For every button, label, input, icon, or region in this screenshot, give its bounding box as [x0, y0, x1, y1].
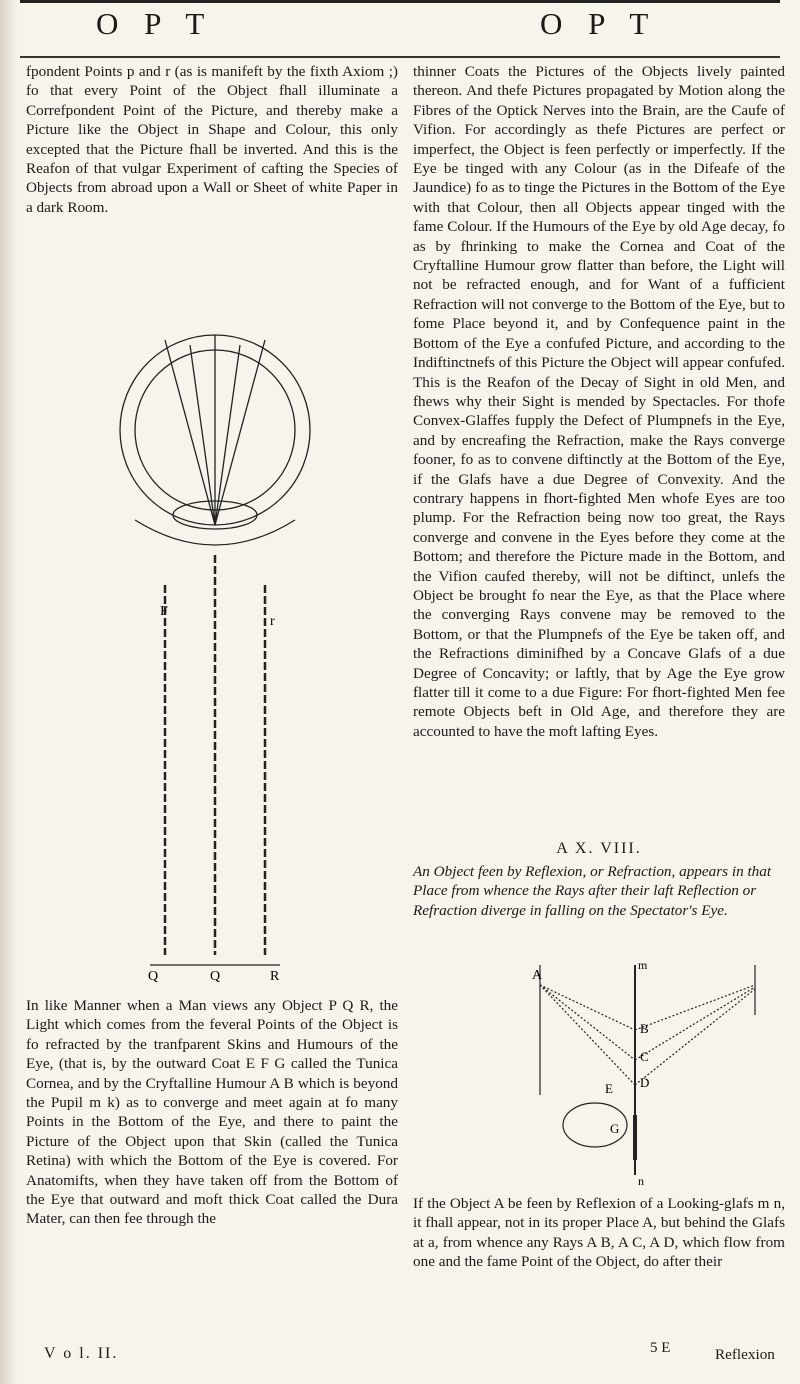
figure2-label: A: [532, 968, 543, 983]
paragraph: thinner Coats the Pictures of the Objects lively painted thereon. And thefe Pictures propagated by Motion along the Fibres of the Optick Nerves into the Brain, are the Caufe of Vifion. For accordingly as thefe Pictures are perfect or imperfect, the Object is feen perfectly or imperfectly. If the Eye be tinged with any Colour (as in the Difeafe of the Jaundice) fo as to tinge the Pictures in the Bottom of the Eye with that Colour, then all Objects appear tinged with the fame Colour. If the Humours of the Eye by old Age decay, fo as by fhrinking to make the Cornea and Coat of the Cryftalline Humour grow flatter than before, the Light will not be refracted enough, and for Want of a fufficient Refraction will not converge to the Bottom of the Eye, but to fome Place beyond it, and by Confequence paint in the Bottom of the Eye a confufed Picture, and according to the Indiftinctnefs of this Picture the Object will appear confufed. This is the Reafon of the Decay of Sight in old Men, and fhews why their Sight is mended by Spectacles. For thofe Convex-Glaffes fupply the Defect of Plumpnefs in the Eye, and by encreafing the Refraction, make the Rays converge fooner, fo as to convene diftinctly at the Bottom of the Eye, if the Glafs have a due Degree of Convexity. And the contrary happens in fhort-fighted Men whofe Eyes are too plump. For the Refraction being now too great, the Rays converge and convene in the Eyes before they come at the Bottom; and therefore the Picture made in the Bottom, and the Vifion caufed thereby, will not be diftinct, unlefs the Object be brought fo near the Eye, as that the Place where the converging Rays convene may be removed to the Bottom, or that the Plumpnefs of the Eye be taken off, and the Refractions diminifhed by a Concave Glafs of a due Degree of Concavity; or laftly, that by Age the Eye grow flatter till it come to a due Figure: For fhort-fighted Men fee remote Objects beft in Old Age, and therefore they are accounted to have the moft lafting Eyes.: [413, 63, 785, 740]
axiom-title: An Object feen by Reflexion, or Refraction, appears in that Place from whence the Rays after their laft Reflection or Refraction diverge in falling on the Spectator's Eye.: [413, 863, 772, 919]
figure1-label: Q: [210, 969, 221, 984]
eye-diagram-figure: [110, 325, 320, 985]
signature-mark: 5 E: [650, 1340, 671, 1356]
paragraph: If the Object A be feen by Reflexion of a Looking-glafs m n, it fhall appear, not in its proper Place A, but behind the Glafs at a, from whence any Rays A B, A C, A D, which flow from one and the fame Point of the Object, do after their: [413, 1195, 785, 1271]
figure2-label: n: [638, 1174, 644, 1188]
figure2-label: G: [610, 1121, 620, 1136]
axiom-heading: A X. VIII.: [556, 840, 642, 857]
left-column-top-text: [26, 62, 398, 217]
figure1-label: Q: [148, 969, 159, 984]
top-rule: [20, 0, 780, 3]
paragraph: In like Manner when a Man views any Object P Q R, the Light which comes from the feveral Points of the Object is fo refracted by the tranfparent Skins and Humours of the Eye, (that is, by the outward Coat E F G called the Tunica Cornea, and by the Cryftalline Humour A B which is beyond the Pupil m k) as to converge and meet again at fo many Points in the Bottom of the Eye, and there to paint the Picture of the Object upon that Skin (called the Tunica Retina) with which the Bottom of the Eye is covered. For Anatomifts, when they have taken off from the Bottom of the Eye that outward and moft thick Coat called the Dura Mater, can then fee through the: [26, 997, 398, 1228]
page-gutter-shadow: [0, 0, 18, 1384]
volume-mark: V o l. II.: [44, 1345, 119, 1362]
header-rule: [20, 56, 780, 58]
paragraph: fpondent Points p and r (as is manifeft by the fixth Axiom ;) fo that every Point of the Object fhall illuminate a Correfpondent Point of the Picture, and thereby make a Picture like the Object in Shape and Colour, this only excepted that the Picture fhall be inverted. And this is the Reafon of that vulgar Experiment of cafting the Species of Objects from abroad upon a Wall or Sheet of white Paper in a dark Room.: [26, 63, 398, 216]
mirror-diagram-figure: [530, 955, 770, 1190]
figure2-label: B: [640, 1021, 649, 1036]
figure1-label: r: [270, 614, 275, 629]
right-column-text: [413, 62, 785, 741]
figure2-label: C: [640, 1049, 649, 1064]
left-column-bottom-text: [26, 996, 398, 1229]
figure2-label: D: [640, 1075, 650, 1090]
right-column-bottom-text: [413, 1194, 785, 1272]
figure2-label: E: [605, 1081, 613, 1096]
running-head-left: O P T: [96, 6, 214, 41]
figure2-label: m: [638, 958, 648, 972]
catchword: Reflexion: [715, 1346, 775, 1363]
figure1-label: F: [160, 604, 168, 619]
running-head-right: O P T: [540, 6, 658, 41]
figure1-label: R: [270, 969, 280, 984]
